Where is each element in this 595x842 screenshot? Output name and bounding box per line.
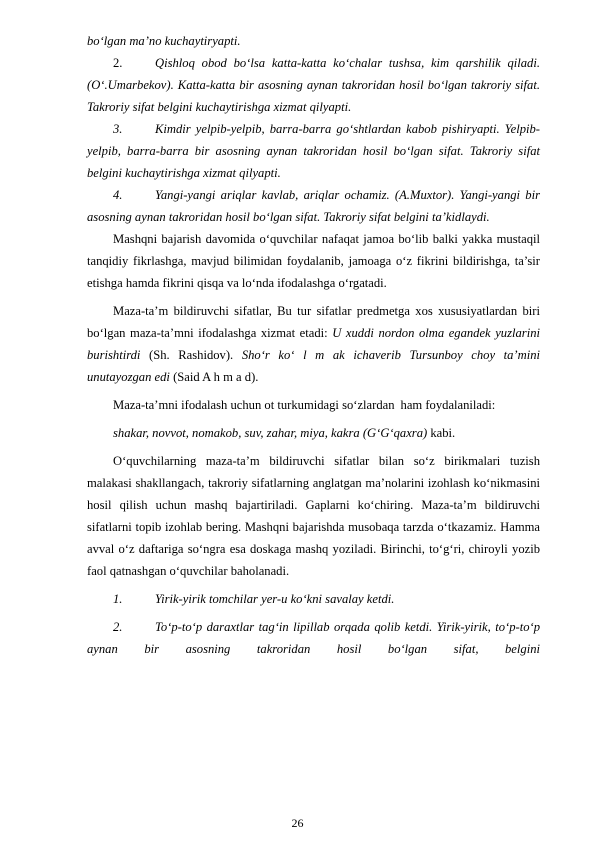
list-item-2 <box>87 52 540 118</box>
list-number: 2. <box>113 620 123 634</box>
list-number: 3. <box>113 122 123 136</box>
example-quote: Sho‘r ko‘ l m ak ichaverib Tursunboy choy ta’mini unutayozgan edi <box>87 348 541 384</box>
list-number: 1. <box>113 592 123 606</box>
paragraph-text: kabi. <box>430 426 456 440</box>
paragraph-text: Maza-ta’mni ifodalash uchun ot turkumidagi so‘zlardan <box>113 398 395 412</box>
paragraph-noun-words <box>87 394 540 416</box>
list-item-text: To‘p-to‘p daraxtlar tag‘in lipillab orqada qolib ketdi. Yirik-yirik, to‘p-to‘p aynan bir asosning takroridan hosil bo‘lgan sifat, belgini <box>87 620 540 656</box>
example-source: (Sh. Rashidov). <box>149 348 234 362</box>
list-item-text: Qishloq obod bo‘lsa katta-katta ko‘chalar tushsa, kim qarshilik qiladi. (O‘.Umarbekov). Katta-katta bir asosning aynan takroridan hosil bo‘lgan takroriy sifat. Takroriy sifat belgini kuchaytirishga xizmat qilyapti. <box>87 56 540 114</box>
list-number: 2. <box>113 56 123 70</box>
example-quote: U xuddi nordon olma egandek yuzlarini burishtirdi <box>87 326 540 362</box>
page-body <box>87 30 540 660</box>
list-item-3 <box>87 118 540 184</box>
paragraph-text: Maza-ta’m bildiruvchi sifatlar, Bu tur sifatlar predmetga xos xususiyatlardan biri bo‘lgan maza-ta’mni ifodalashga xizmat etadi: <box>87 304 540 340</box>
list-item-text: Yangi-yangi ariqlar kavlab, ariqlar ochamiz. (A.Muxtor). Yangi-yangi bir asosning aynan takroridan hosil bo‘lgan sifat. Takroriy sifat belgini ta’kidlaydi. <box>87 188 540 224</box>
example-words: shakar, novvot, nomakob, suv, zahar, miya, kakra (G‘G‘qaxra) <box>113 426 428 440</box>
list2-item-2 <box>87 616 540 660</box>
list-item-text: Yirik-yirik tomchilar yer-u ko‘kni savalay ketdi. <box>155 592 395 606</box>
paragraph-continuation: bo‘lgan ma’no kuchaytiryapti. <box>87 34 241 48</box>
list2-item-1 <box>87 588 540 610</box>
list-number: 4. <box>113 188 123 202</box>
list-item-4 <box>87 184 540 228</box>
paragraph-exercise: O‘quvchilarning maza-ta’m bildiruvchi sifatlar bilan so‘z birikmalari tuzish malakasi shakllangach, takroriy sifatlarning anglatgan ma’nolarini izohlash ko‘nikmasini hosil qilish uchun mashq bajartiriladi. Gaplarni ko‘chiring. Maza-ta’m bildiruvchi sifatlarni topib izohlab bering. Mashqni bajarishda musobaqa tarzda o‘tkazamiz. Hamma avval o‘z daftariga so‘ngra esa doskaga mashq yoziladi. Birinchi, to‘g‘ri, chiroyli yozib faol qatnashgan o‘quvchilar baholanadi. <box>87 454 540 578</box>
page-number: 26 <box>291 816 304 830</box>
example-source: (Said A h m a d). <box>173 370 259 384</box>
paragraph-text: ham foydalaniladi: <box>400 398 496 412</box>
paragraph-examples <box>87 422 540 444</box>
paragraph-exercise-goal: Mashqni bajarish davomida o‘quvchilar nafaqat jamoa bo‘lib balki yakka mustaqil tanqidiy fikrlashga, mavjud bilimidan foydalanib, jamoaga o‘z fikrini bildirishga, ta’sir etishga hamda fikrini qisqa va lo‘nda ifodalashga o‘rgatadi. <box>87 232 540 290</box>
paragraph-taste-adjectives <box>87 300 540 388</box>
list-item-text: Kimdir yelpib-yelpib, barra-barra go‘shtlardan kabob pishiryapti. Yelpib- yelpib, barra-barra bir asosning aynan takroridan hosil bo‘lgan sifat. Takroriy sifat belgini kuchaytirishga xizmat qilyapti. <box>87 122 540 180</box>
